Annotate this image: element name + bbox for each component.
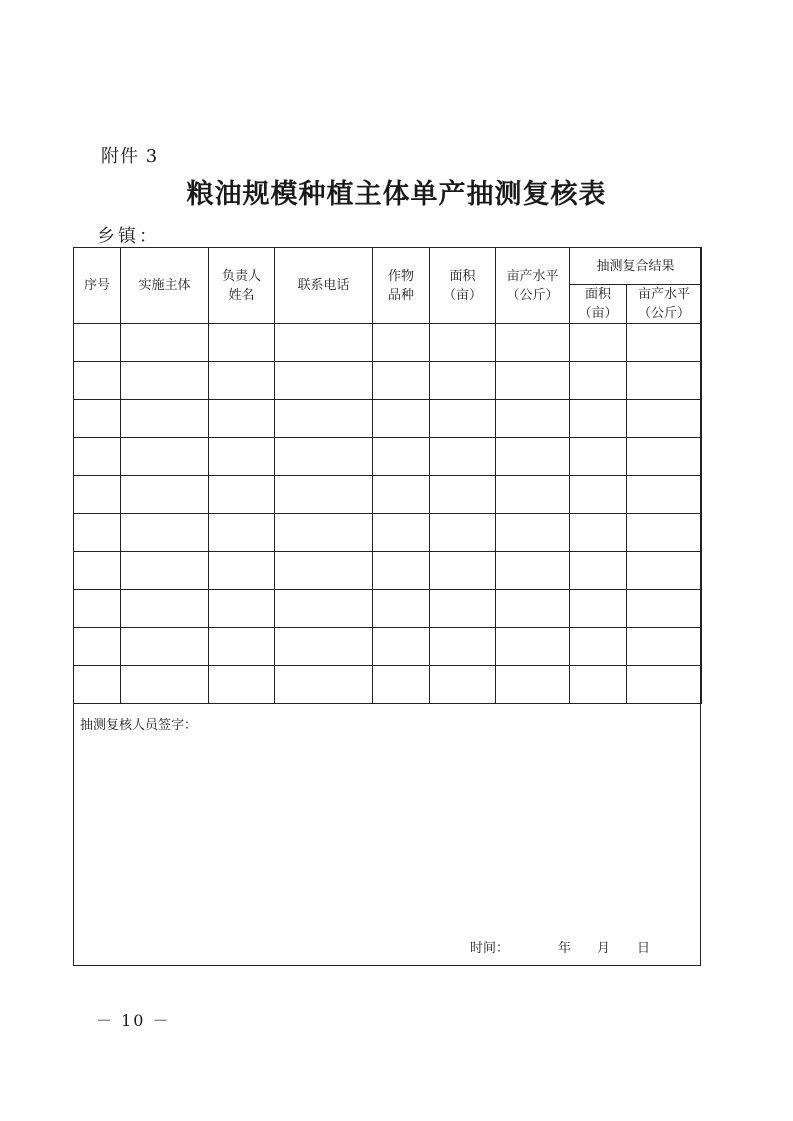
table-cell[interactable] [627, 628, 702, 666]
table-cell[interactable] [627, 400, 702, 438]
table-cell[interactable] [430, 400, 496, 438]
table-cell[interactable] [496, 400, 570, 438]
table-cell[interactable] [373, 628, 430, 666]
table-row [74, 476, 702, 514]
table-cell[interactable] [496, 476, 570, 514]
township-label: 乡镇： [97, 226, 160, 247]
table-cell[interactable] [74, 438, 121, 476]
table-cell[interactable] [209, 666, 275, 704]
table-cell[interactable] [570, 590, 627, 628]
attachment-label: 附件 3 [101, 146, 159, 167]
table-cell[interactable] [209, 438, 275, 476]
table-cell[interactable] [627, 438, 702, 476]
table-cell[interactable] [209, 362, 275, 400]
header-recheck-yield-line1: 亩产水平 [638, 287, 691, 302]
table-cell[interactable] [373, 514, 430, 552]
table-cell[interactable] [627, 514, 702, 552]
table-cell[interactable] [373, 438, 430, 476]
table-cell[interactable] [496, 590, 570, 628]
header-recheck-group: 抽测复合结果 [570, 248, 702, 285]
table-cell[interactable] [570, 362, 627, 400]
table-cell[interactable] [121, 438, 209, 476]
table-cell[interactable] [570, 438, 627, 476]
table-cell[interactable] [496, 628, 570, 666]
year-label: 年 [558, 941, 572, 956]
table-row [74, 438, 702, 476]
table-cell[interactable] [121, 514, 209, 552]
table-cell[interactable] [121, 476, 209, 514]
table-cell[interactable] [275, 324, 373, 362]
time-label: 时间： [470, 941, 510, 956]
day-label: 日 [637, 941, 651, 956]
month-label: 月 [597, 941, 611, 956]
header-seq: 序号 [74, 248, 121, 324]
table-cell[interactable] [121, 590, 209, 628]
table-cell[interactable] [496, 552, 570, 590]
table-cell[interactable] [74, 400, 121, 438]
table-cell[interactable] [74, 362, 121, 400]
table-cell[interactable] [121, 666, 209, 704]
recheck-table [73, 247, 702, 704]
table-cell[interactable] [121, 324, 209, 362]
table-cell[interactable] [275, 400, 373, 438]
table-cell[interactable] [121, 552, 209, 590]
table-cell[interactable] [627, 362, 702, 400]
table-row [74, 628, 702, 666]
table-cell[interactable] [373, 362, 430, 400]
header-area-line2: （亩） [442, 287, 482, 303]
table-cell[interactable] [275, 666, 373, 704]
table-cell[interactable] [627, 552, 702, 590]
table-cell[interactable] [209, 476, 275, 514]
table-cell[interactable] [430, 476, 496, 514]
table-cell[interactable] [373, 590, 430, 628]
table-cell[interactable] [430, 590, 496, 628]
table-cell[interactable] [430, 438, 496, 476]
table-cell[interactable] [430, 552, 496, 590]
table-body [74, 324, 702, 704]
table-row [74, 514, 702, 552]
table-cell[interactable] [570, 476, 627, 514]
table-cell[interactable] [209, 514, 275, 552]
table-cell[interactable] [121, 628, 209, 666]
table-cell[interactable] [373, 400, 430, 438]
table-cell[interactable] [209, 590, 275, 628]
table-cell[interactable] [275, 514, 373, 552]
table-cell[interactable] [209, 324, 275, 362]
header-phone: 联系电话 [275, 248, 373, 324]
table-cell[interactable] [430, 362, 496, 400]
table-cell[interactable] [430, 628, 496, 666]
table-row [74, 552, 702, 590]
table-cell[interactable] [430, 324, 496, 362]
table-cell[interactable] [74, 666, 121, 704]
table-cell[interactable] [627, 476, 702, 514]
table-cell[interactable] [209, 400, 275, 438]
table-cell[interactable] [570, 628, 627, 666]
table-cell[interactable] [430, 514, 496, 552]
table-cell[interactable] [430, 666, 496, 704]
table-row [74, 666, 702, 704]
table-cell[interactable] [74, 590, 121, 628]
table-cell[interactable] [74, 476, 121, 514]
table-cell[interactable] [496, 514, 570, 552]
table-cell[interactable] [275, 438, 373, 476]
header-recheck-yield [627, 285, 702, 324]
table-cell[interactable] [275, 362, 373, 400]
table-cell[interactable] [74, 552, 121, 590]
table-cell[interactable] [570, 666, 627, 704]
header-person-line2: 姓名 [228, 287, 255, 303]
header-yield-line2: （公斤） [506, 287, 559, 303]
table-cell[interactable] [121, 362, 209, 400]
table-cell[interactable] [570, 400, 627, 438]
header-area-line1: 面积 [449, 268, 476, 284]
table-cell[interactable] [627, 324, 702, 362]
header-crop-line2: 品种 [387, 287, 414, 303]
header-yield [496, 248, 570, 324]
header-recheck-yield-line2: （公斤） [638, 306, 691, 321]
table-cell[interactable] [275, 476, 373, 514]
signature-label: 抽测复核人员签字： [80, 718, 198, 733]
table-cell[interactable] [373, 476, 430, 514]
table-cell[interactable] [570, 514, 627, 552]
table-cell[interactable] [570, 324, 627, 362]
header-recheck-area-line2: （亩） [578, 306, 618, 321]
header-crop [373, 248, 430, 324]
header-recheck-area [570, 285, 627, 324]
page-number: － 10 － [96, 1011, 171, 1030]
table-cell[interactable] [74, 324, 121, 362]
table-cell[interactable] [275, 590, 373, 628]
table-cell[interactable] [275, 552, 373, 590]
header-area [430, 248, 496, 324]
table-cell[interactable] [570, 552, 627, 590]
table-cell[interactable] [373, 666, 430, 704]
header-crop-line1: 作物 [387, 268, 414, 284]
table-row [74, 590, 702, 628]
table-cell[interactable] [496, 438, 570, 476]
header-person-line1: 负责人 [221, 268, 261, 284]
header-recheck-area-line1: 面积 [584, 287, 611, 302]
table-cell[interactable] [496, 324, 570, 362]
table-row [74, 400, 702, 438]
table-cell[interactable] [627, 666, 702, 704]
table-cell[interactable] [373, 552, 430, 590]
table-cell[interactable] [496, 666, 570, 704]
table-cell[interactable] [627, 590, 702, 628]
table-row [74, 324, 702, 362]
page-title: 粮油规模种植主体单产抽测复核表 [186, 179, 607, 210]
table-cell[interactable] [496, 362, 570, 400]
table-cell[interactable] [74, 514, 121, 552]
table-row [74, 362, 702, 400]
header-yield-line1: 亩产水平 [506, 268, 559, 284]
table-cell[interactable] [373, 324, 430, 362]
table-cell[interactable] [209, 552, 275, 590]
table-cell[interactable] [121, 400, 209, 438]
table-cell[interactable] [275, 628, 373, 666]
table-cell[interactable] [74, 628, 121, 666]
table-cell[interactable] [209, 628, 275, 666]
header-entity: 实施主体 [121, 248, 209, 324]
header-person [209, 248, 275, 324]
